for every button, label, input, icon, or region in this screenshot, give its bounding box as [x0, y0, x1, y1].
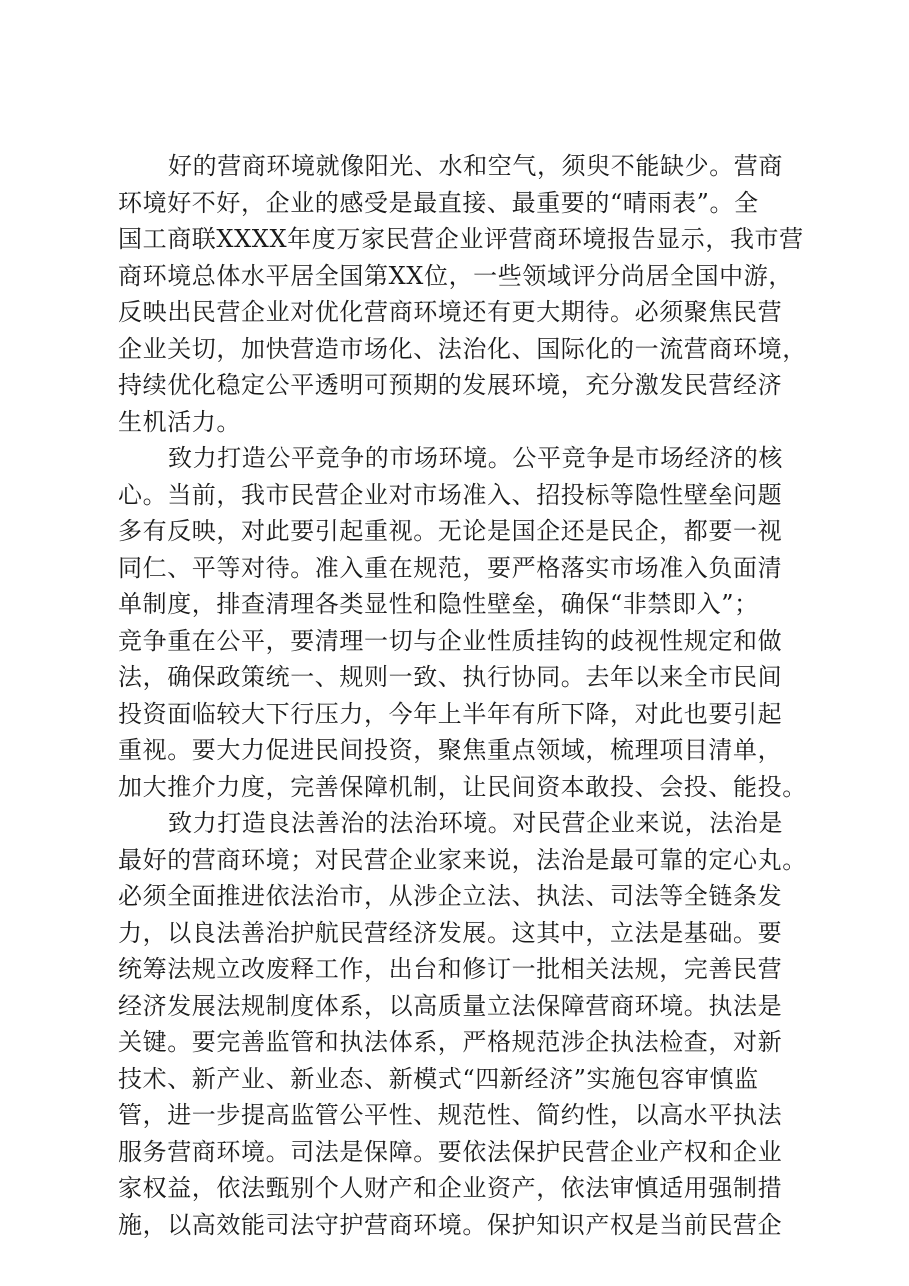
paragraph-1-line-6: 企业关切，加快营造市场化、法治化、国际化的一流营商环境， — [118, 334, 807, 363]
paragraph-3-line-7: 关键。要完善监管和执法体系，严格规范涉企执法检查，对新 — [118, 1028, 783, 1056]
paragraph-1-line-5: 反映出民营企业对优化营商环境还有更大期待。必须聚焦民营 — [118, 298, 783, 326]
paragraph-3-line-6: 经济发展法规制度体系，以高质量立法保障营商环境。执法是 — [118, 991, 783, 1020]
paragraph-3-line-11: 家权益，依法甄别个人财产和企业资产，依法审慎适用强制措 — [118, 1174, 783, 1202]
paragraph-3-line-8: 技术、新产业、新业态、新模式“四新经济”实施包容审慎监 — [118, 1064, 759, 1093]
paragraph-1-line-3: 国工商联XXXX年度万家民营企业评营商环境报告显示，我市营 — [118, 225, 804, 253]
paragraph-3-line-5: 统筹法规立改废释工作，出台和修订一批相关法规，完善民营 — [118, 955, 783, 983]
paragraph-1-line-2: 环境好不好，企业的感受是最直接、最重要的“晴雨表”。全 — [118, 188, 759, 217]
paragraph-3-line-2: 最好的营商环境；对民营企业家来说，法治是最可靠的定心丸。 — [118, 845, 807, 874]
paragraph-3-line-12: 施，以高效能司法守护营商环境。保护知识产权是当前民营企 — [118, 1210, 783, 1239]
paragraph-2-line-3: 多有反映，对此要引起重视。无论是国企还是民企，都要一视 — [118, 517, 783, 545]
paragraph-2-line-5: 单制度，排查清理各类显性和隐性壁垒，确保“非禁即入”； — [118, 590, 759, 618]
paragraph-2-line-8: 投资面临较大下行压力，今年上半年有所下降，对此也要引起 — [118, 699, 783, 728]
paragraph-2-line-7: 法，确保政策统一、规则一致、执行协同。去年以来全市民间 — [118, 663, 783, 691]
paragraph-3-line-9: 管，进一步提高监管公平性、规范性、简约性，以高水平执法 — [118, 1101, 783, 1129]
paragraph-1-line-4: 商环境总体水平居全国第XX位，一些领域评分尚居全国中游， — [118, 261, 793, 290]
paragraph-1-line-7: 持续优化稳定公平透明可预期的发展环境，充分激发民营经济 — [118, 371, 783, 399]
paragraph-2-line-10: 加大推介力度，完善保障机制，让民间资本敢投、会投、能投。 — [118, 772, 807, 801]
paragraph-3-line-3: 必须全面推进依法治市，从涉企立法、执法、司法等全链条发 — [118, 882, 783, 910]
paragraph-2-line-2: 心。当前，我市民营企业对市场准入、招投标等隐性壁垒问题 — [118, 480, 783, 509]
paragraph-1-line-1: 好的营商环境就像阳光、水和空气，须臾不能缺少。营商 — [168, 152, 783, 180]
paragraph-3-line-1: 致力打造良法善治的法治环境。对民营企业来说，法治是 — [168, 809, 783, 837]
paragraph-1-line-8: 生机活力。 — [118, 407, 241, 436]
paragraph-2-line-6: 竞争重在公平，要清理一切与企业性质挂钩的歧视性规定和做 — [118, 626, 783, 655]
document-body — [118, 148, 807, 1243]
paragraph-2-line-9: 重视。要大力促进民间投资，聚焦重点领域，梳理项目清单， — [118, 736, 783, 764]
paragraph-2-line-4: 同仁、平等对待。准入重在规范，要严格落实市场准入负面清 — [118, 553, 783, 582]
paragraph-2-line-1: 致力打造公平竞争的市场环境。公平竞争是市场经济的核 — [168, 444, 783, 472]
paragraph-3-line-10: 服务营商环境。司法是保障。要依法保护民营企业产权和企业 — [118, 1137, 783, 1166]
paragraph-3-line-4: 力，以良法善治护航民营经济发展。这其中，立法是基础。要 — [118, 918, 783, 947]
